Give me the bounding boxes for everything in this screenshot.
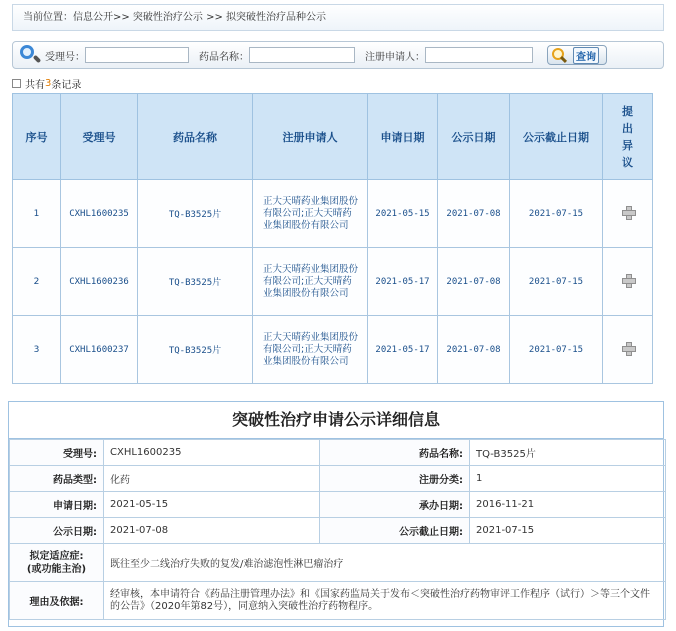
results-table (12, 93, 653, 384)
detail-reason-value: 经审核，本申请符合《药品注册管理办法》和《国家药监局关于发布＜突破性治疗药物审评工作程序（试行）＞等三个文件的公告》（2020年第82号），同意纳入突破性治疗药物程序。 (104, 582, 666, 620)
detail-table (9, 439, 666, 620)
add-objection-icon[interactable] (622, 342, 634, 354)
search-bar (12, 41, 664, 69)
detail-reason-label: 理由及依据: (10, 582, 104, 620)
detail-drug-type-value: 化药 (104, 466, 320, 492)
record-count: 共有 3 条记录 (12, 75, 664, 91)
acceptance-input[interactable] (85, 47, 189, 63)
acceptance-label: 受理号： (45, 51, 85, 63)
detail-indication-value: 既往至少二线治疗失败的复发/难治滤泡性淋巴瘤治疗 (104, 544, 666, 582)
header-applicant: 注册申请人 (253, 94, 368, 180)
detail-drug-name-label: 药品名称: (320, 440, 470, 466)
detail-acceptance-label: 受理号: (10, 440, 104, 466)
table-row: 2 CXHL1600236 TQ-B3525片 正大天晴药业集团股份有限公司;正大天晴药业集团股份有限公司 2021-05-17 2021-07-08 2021-07-15 (13, 248, 653, 316)
detail-publish-date-value: 2021-07-08 (104, 518, 320, 544)
detail-reg-class-label: 注册分类: (320, 466, 470, 492)
header-deadline: 公示截止日期 (510, 94, 603, 180)
record-count-number: 3 (45, 77, 52, 89)
query-button[interactable] (547, 45, 607, 65)
detail-apply-date-value: 2021-05-15 (104, 492, 320, 518)
search-panel (12, 4, 664, 388)
table-row: 1 CXHL1600235 TQ-B3525片 正大天晴药业集团股份有限公司;正大天晴药业集团股份有限公司 2021-05-15 2021-07-08 2021-07-15 (13, 180, 653, 248)
drug-name-label: 药品名称： (199, 51, 249, 63)
breadcrumb: 当前位置：信息公开>> 突破性治疗公示 >> 拟突破性治疗品种公示 (12, 4, 664, 31)
detail-deadline-label: 公示截止日期: (320, 518, 470, 544)
applicant-input[interactable] (425, 47, 533, 63)
add-objection-icon[interactable] (622, 274, 634, 286)
header-no: 序号 (13, 94, 61, 180)
header-objection: 提出异议 (603, 94, 653, 180)
header-acceptance: 受理号 (61, 94, 138, 180)
detail-drug-name-value: TQ-B3525片 (470, 440, 666, 466)
add-objection-icon[interactable] (622, 206, 634, 218)
detail-undertake-date-value: 2016-11-21 (470, 492, 666, 518)
search-icon (19, 44, 41, 66)
detail-title: 突破性治疗申请公示详细信息 (9, 402, 663, 439)
select-all-checkbox[interactable] (12, 79, 21, 88)
detail-indication-label: 拟定适应症: (或功能主治) (10, 544, 104, 582)
detail-acceptance-value: CXHL1600235 (104, 440, 320, 466)
header-publish-date: 公示日期 (438, 94, 510, 180)
drug-name-input[interactable] (249, 47, 355, 63)
header-apply-date: 申请日期 (368, 94, 438, 180)
detail-apply-date-label: 申请日期: (10, 492, 104, 518)
detail-undertake-date-label: 承办日期: (320, 492, 470, 518)
header-drug-name: 药品名称 (138, 94, 253, 180)
detail-publish-date-label: 公示日期: (10, 518, 104, 544)
detail-reg-class-value: 1 (470, 466, 666, 492)
table-header-row (13, 94, 653, 180)
query-button-label: 查询 (573, 47, 599, 64)
table-row: 3 CXHL1600237 TQ-B3525片 正大天晴药业集团股份有限公司;正大天晴药业集团股份有限公司 2021-05-17 2021-07-08 2021-07-15 (13, 316, 653, 384)
detail-deadline-value: 2021-07-15 (470, 518, 666, 544)
detail-panel (8, 401, 664, 627)
applicant-label: 注册申请人： (365, 51, 425, 63)
detail-drug-type-label: 药品类型: (10, 466, 104, 492)
